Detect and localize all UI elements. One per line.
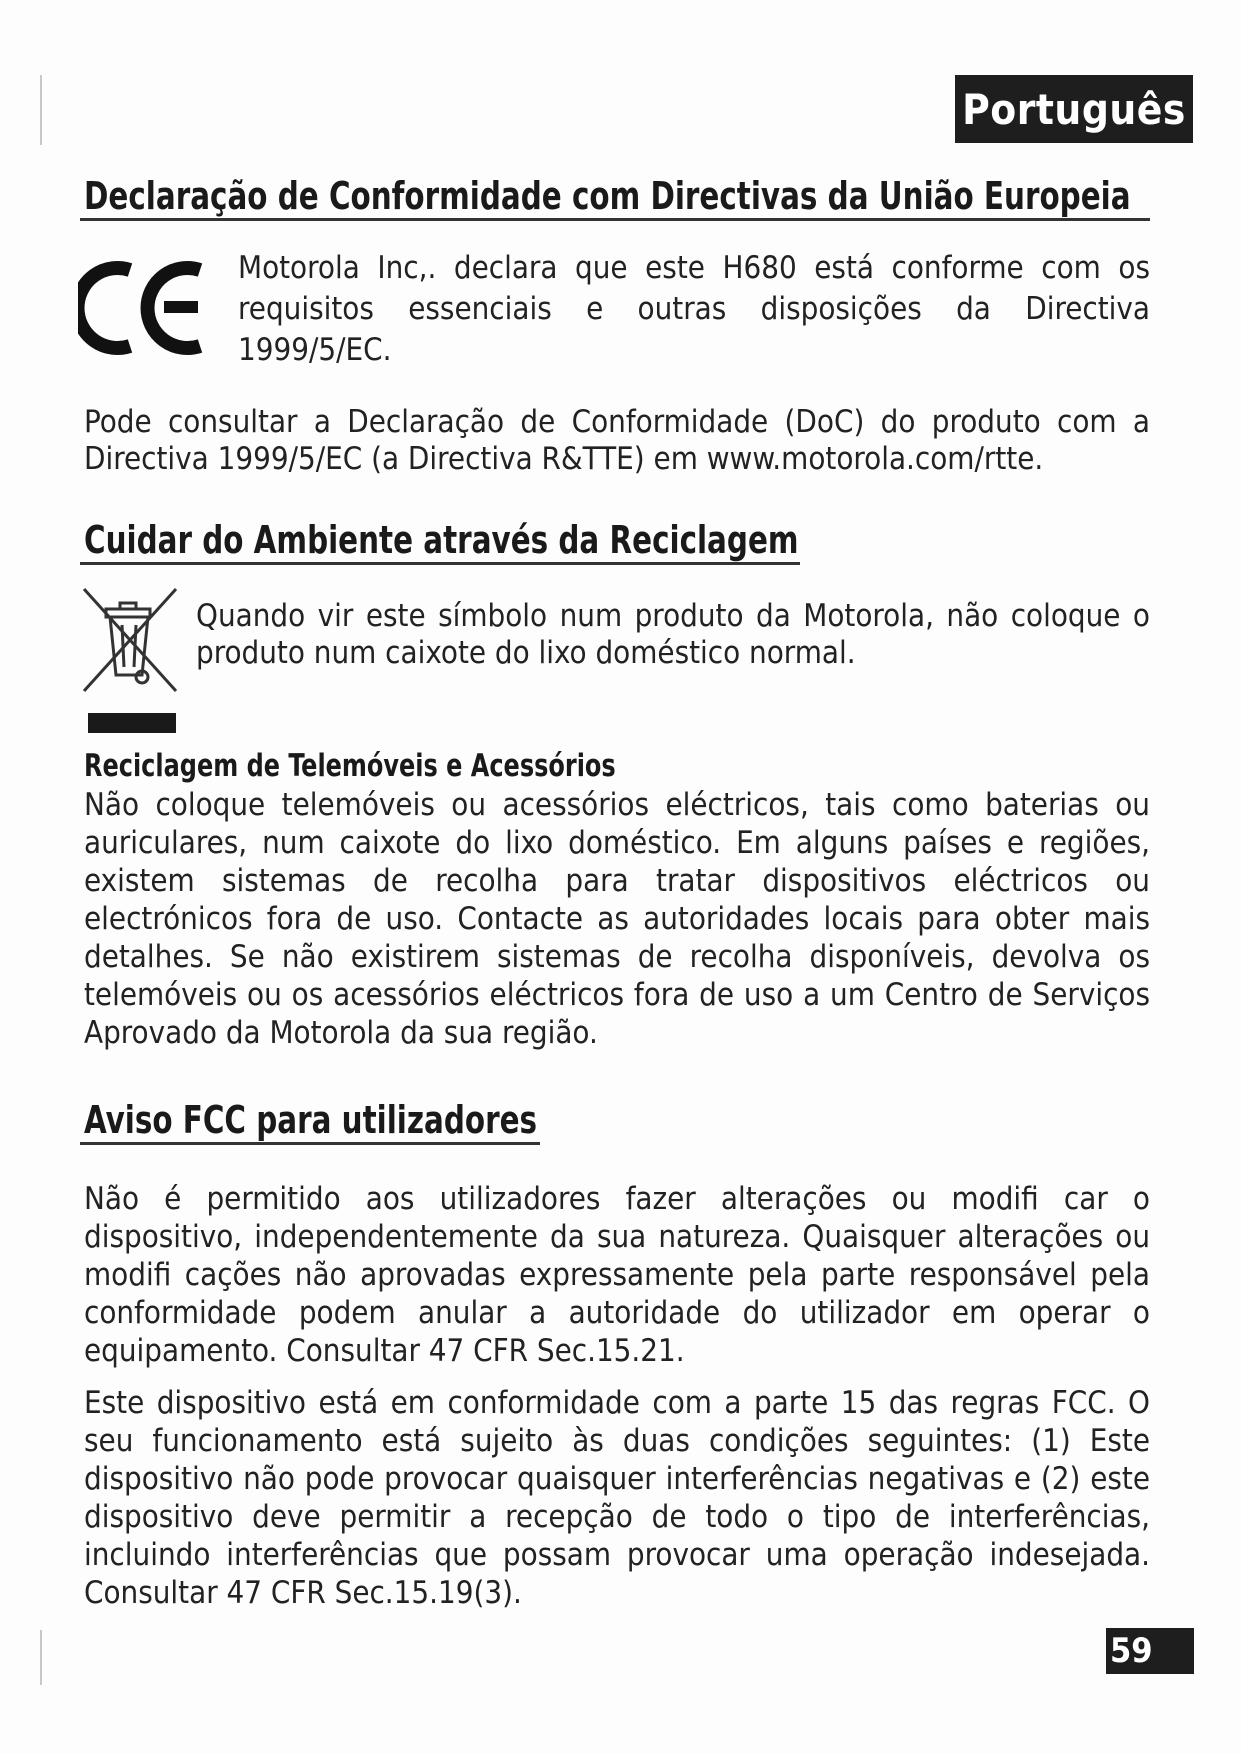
doc-text: Pode consultar a Declaração de Conformidade (DoC) do produto com a Directiva 1999/5/EC (a Directiva R&TTE) em www.motorola.com/rtte. <box>84 404 1150 477</box>
section-underline <box>80 562 800 565</box>
fcc-paragraph-1: Não é permitido aos utilizadores fazer alterações ou modifi car o dispositivo, independentemente da sua natureza. Quaisquer alterações ou modifi cações não aprovadas expressamente pela parte responsável pela conformidade podem anular a autoridade do utilizador em operar o equipamento. Consultar 47 CFR Sec.15.21. <box>84 1181 1150 1369</box>
margin-line-bottom <box>40 1630 42 1685</box>
recycling-subtitle: Reciclagem de Telemóveis e Acessórios <box>84 748 616 784</box>
fcc-paragraph-2: Este dispositivo está em conformidade com a parte 15 das regras FCC. O seu funcionamento está sujeito às duas condições seguintes: (1) Este dispositivo não pode provocar quaisquer interferências negativas e (2) este dispositivo deve permitir a recepção de todo o tipo de interferências, incluindo interferências que possam provocar uma operação indesejada. Consultar 47 CFR Sec.15.19(3). <box>84 1385 1150 1611</box>
crossed-bin-icon <box>80 585 180 695</box>
section-underline <box>80 218 1150 221</box>
section-title-eu-conformity: Declaração de Conformidade com Directivas da União Europeia <box>84 174 1131 218</box>
section-underline <box>80 1142 540 1145</box>
margin-line-top <box>40 75 42 145</box>
ce-mark-icon <box>78 258 208 358</box>
recycling-body: Não coloque telemóveis ou acessórios eléctricos, tais como baterias ou auriculares, num caixote do lixo doméstico. Em alguns países e regiões, existem sistemas de recolha para tratar dispositivos eléctricos ou electrónicos fora de uso. Contacte as autoridades locais para obter mais detalhes. Se não existirem sistemas de recolha disponíveis, devolva os telemóveis ou os acessórios eléctricos fora de uso a um Centro de Serviços Aprovado da Motorola da sua região. <box>84 787 1150 1051</box>
recycling-symbol-text: Quando vir este símbolo num produto da Motorola, não coloque o produto num caixote do lixo doméstico normal. <box>196 598 1150 671</box>
bin-symbol-bar <box>88 713 176 733</box>
page-number: 59 <box>1106 1628 1194 1674</box>
section-title-recycling: Cuidar do Ambiente através da Reciclagem <box>84 518 799 562</box>
language-tab: Português <box>955 75 1193 143</box>
ce-declaration-text: Motorola Inc,. declara que este H680 está conforme com os requisitos essenciais e outras disposições da Directiva 1999/5/EC. <box>238 250 1150 368</box>
section-title-fcc: Aviso FCC para utilizadores <box>84 1098 538 1142</box>
